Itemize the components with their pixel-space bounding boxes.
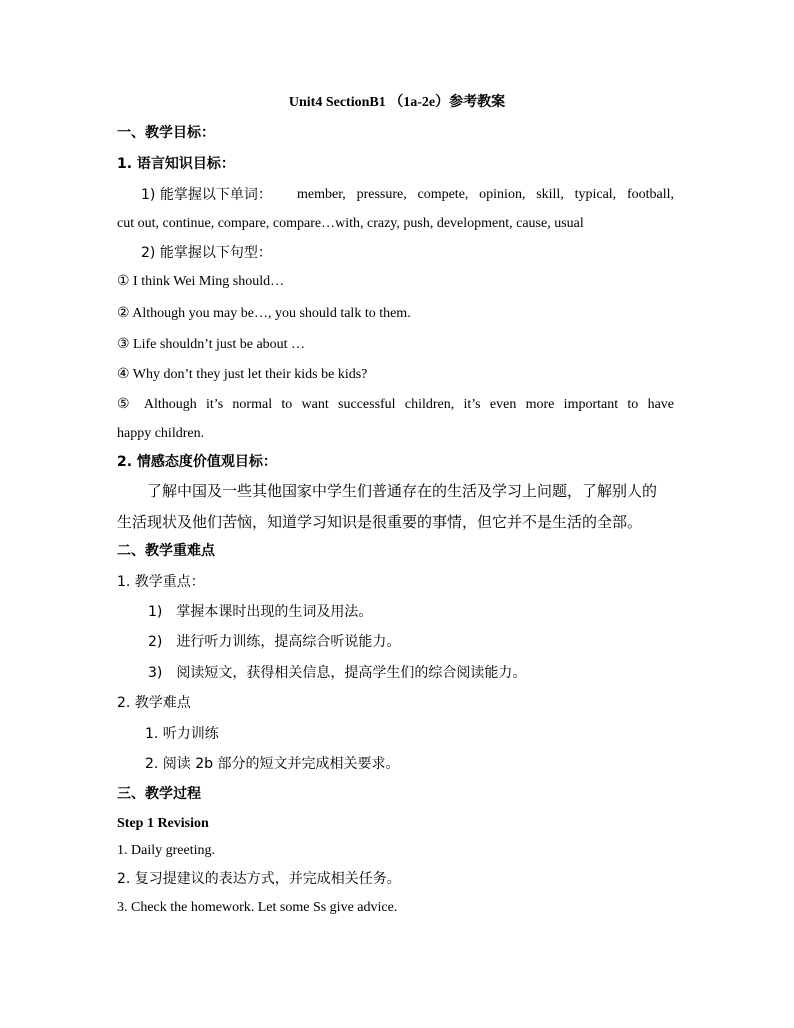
section-heading-key-points: 二、教学重难点 — [117, 543, 215, 559]
step-1-item-3: 3. Check the homework. Let some Ss give advice. — [117, 900, 398, 915]
step-1-item-2: 2. 复习提建议的表达方式，并完成相关任务。 — [117, 871, 401, 887]
vocabulary-line-1: member, pressure, compete, opinion, skill, typical, football, — [297, 187, 674, 202]
step-1-item-1: 1. Daily greeting. — [117, 843, 215, 858]
vocabulary-label — [141, 186, 272, 205]
difficult-point-2: 2. 阅读 2b 部分的短文并完成相关要求。 — [145, 756, 400, 772]
subheading-language-knowledge: 1. 语言知识目标： — [117, 156, 235, 172]
sentence-patterns-label: 2) 能掌握以下句型： — [141, 245, 272, 261]
sentence-pattern-5-line-1: ⑤ Although it’s normal to want successful children, it’s even more important to have — [117, 397, 674, 412]
vocabulary-line-2: cut out, continue, compare, compare…with, crazy, push, development, cause, usual — [117, 216, 584, 231]
key-point-3: 3) 阅读短文，获得相关信息，提高学生们的综合阅读能力。 — [148, 665, 527, 681]
sentence-pattern-5-line-2: happy children. — [117, 426, 205, 441]
sentence-pattern-3: ③ Life shouldn’t just be about … — [117, 337, 306, 352]
key-point-2: 2) 进行听力训练，提高综合听说能力。 — [148, 634, 401, 650]
section-heading-teaching-process: 三、教学过程 — [117, 786, 201, 802]
key-points-label: 1. 教学重点： — [117, 574, 205, 590]
difficult-points-label: 2. 教学难点 — [117, 695, 191, 711]
difficult-point-1: 1. 听力训练 — [145, 726, 219, 742]
sentence-pattern-2: ② Although you may be…, you should talk to them. — [117, 306, 411, 321]
sentence-pattern-4: ④ Why don’t they just let their kids be kids? — [117, 367, 368, 382]
step-1-heading: Step 1 Revision — [117, 816, 209, 831]
section-heading-objectives: 一、教学目标： — [117, 125, 215, 141]
attitude-paragraph-line-1: 了解中国及一些其他国家中学生们普通存在的生活及学习上问题，了解别人的 — [147, 482, 658, 500]
subheading-attitude-values: 2. 情感态度价值观目标： — [117, 454, 277, 470]
key-point-1: 1) 掌握本课时出现的生词及用法。 — [148, 604, 373, 620]
attitude-paragraph-line-2: 生活现状及他们苦恼，知道学习知识是很重要的事情，但它并不是生活的全部。 — [117, 513, 643, 531]
document-title: Unit4 SectionB1 （1a-2e）参考教案 — [288, 95, 506, 110]
sentence-pattern-1: ① I think Wei Ming should… — [117, 274, 285, 289]
vocabulary-label-text: 1) 能掌握以下单词： — [141, 187, 272, 203]
